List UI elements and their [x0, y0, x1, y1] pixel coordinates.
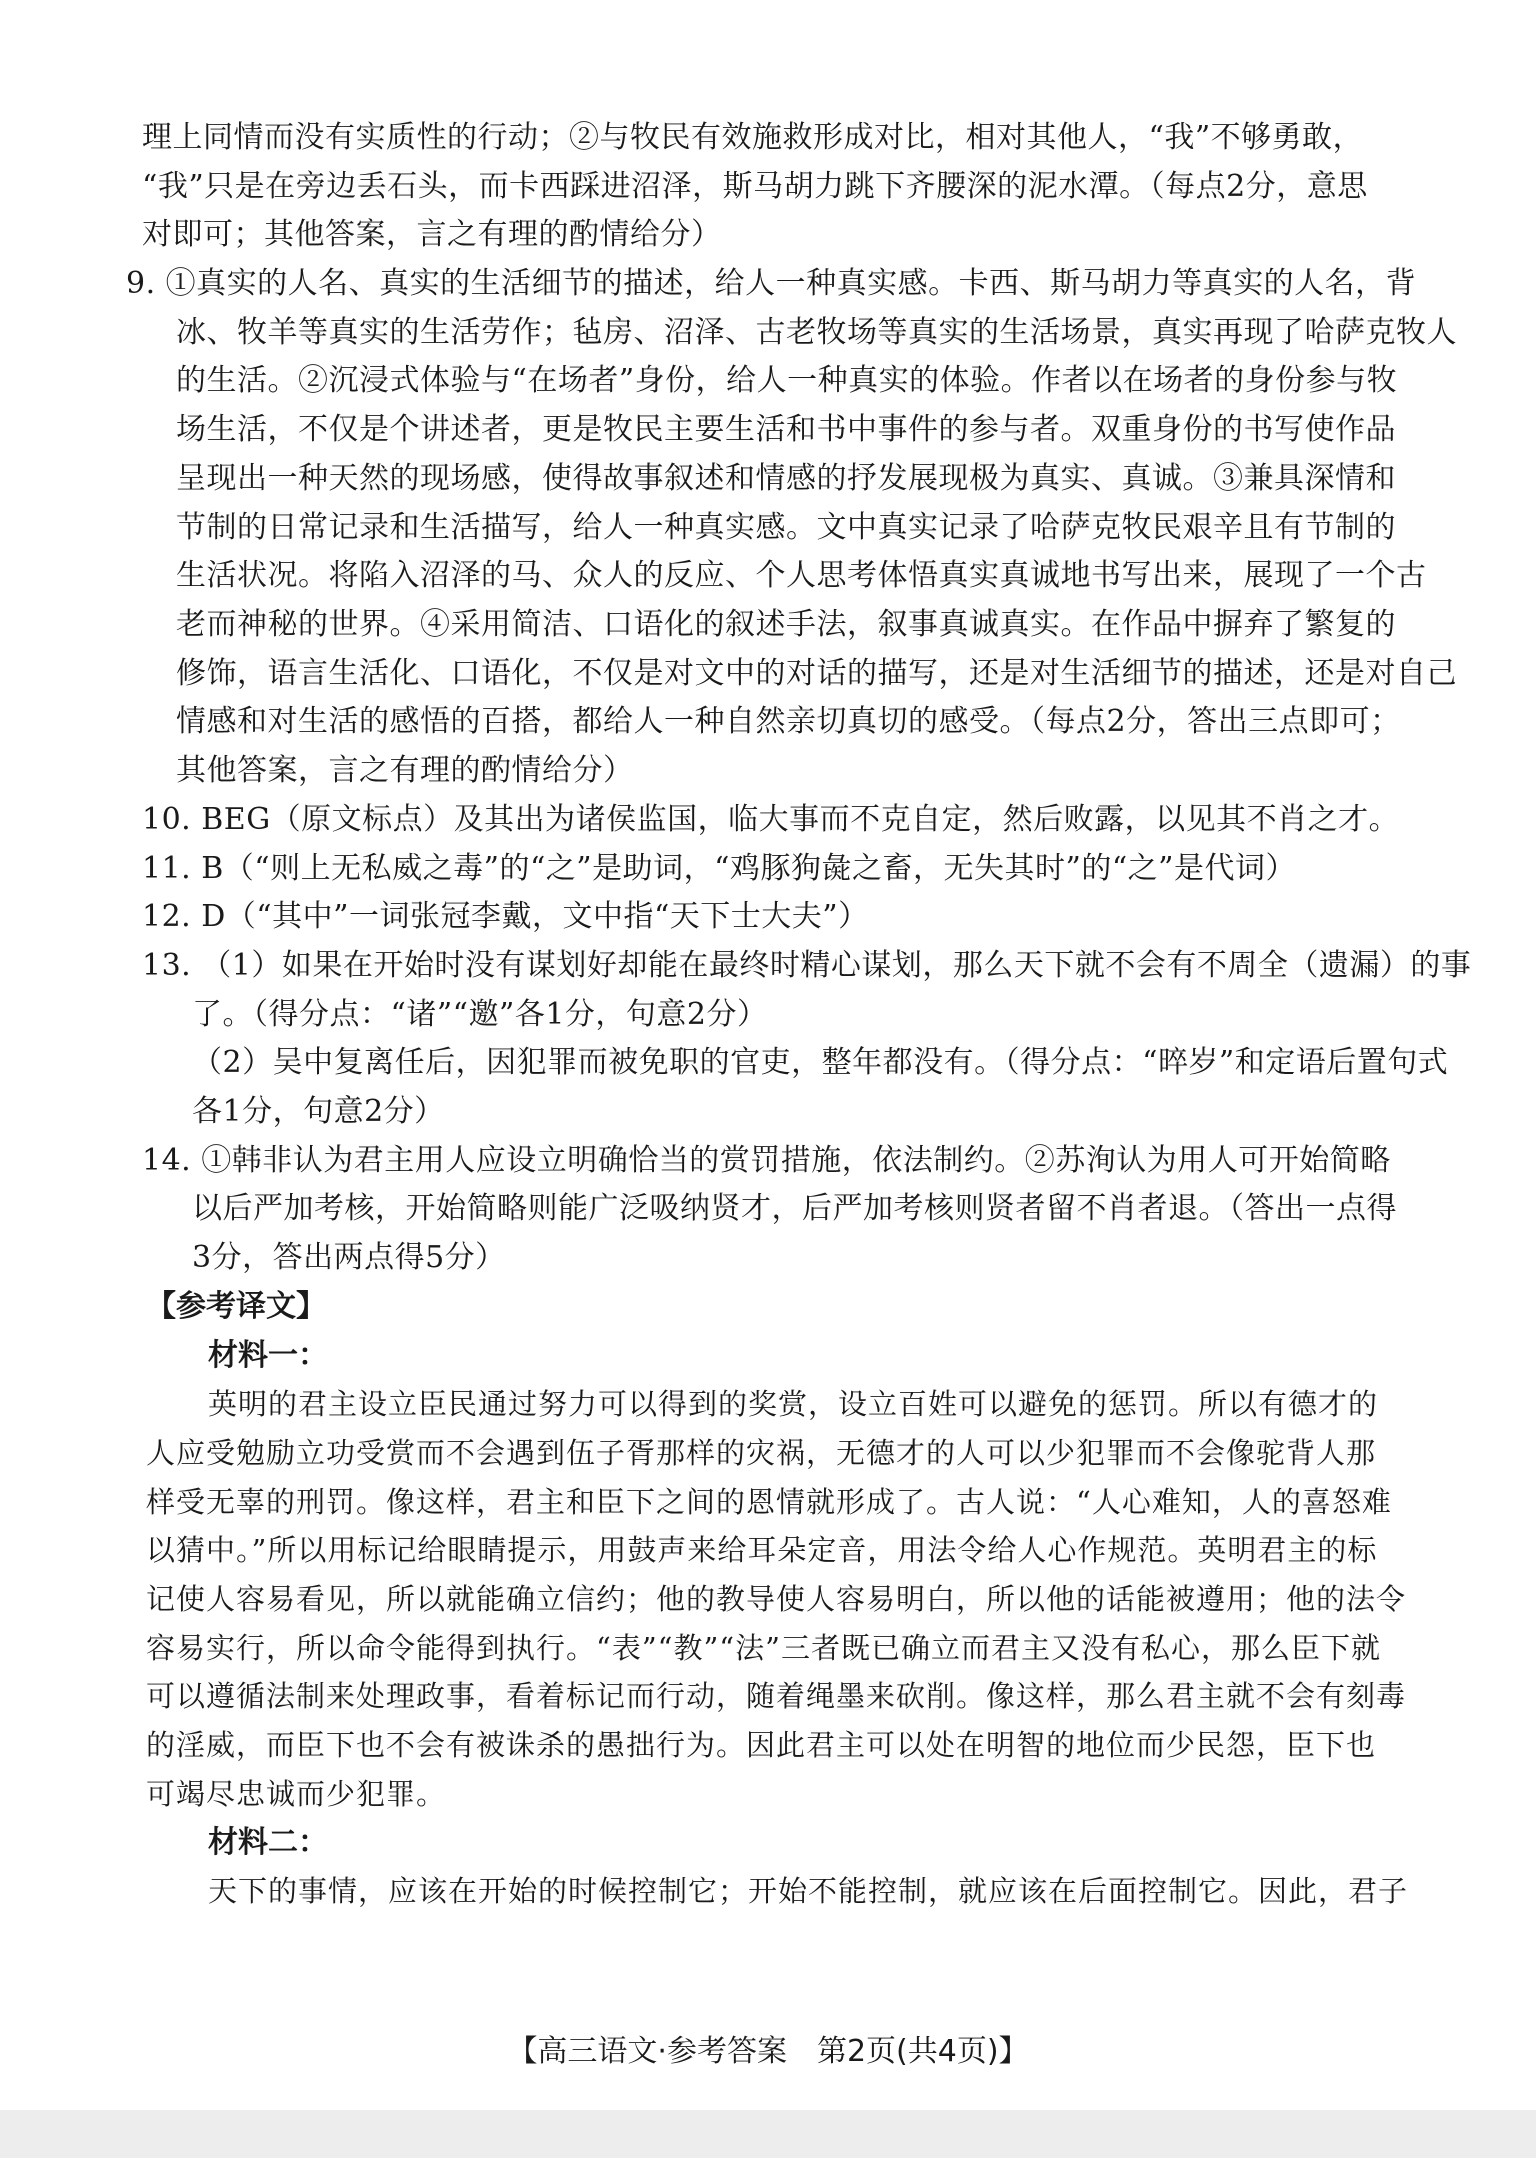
q9-line-4: 场生活，不仅是个讲述者，更是牧民主要生活和书中事件的参与者。双重身份的书写使作品: [176, 412, 1396, 447]
bottom-strip: [0, 2110, 1536, 2158]
q9-line-8: 老而神秘的世界。④采用简洁、口语化的叙述手法，叙事真诚真实。在作品中摒弃了繁复的: [176, 607, 1396, 642]
material2-title: 材料二：: [208, 1825, 328, 1860]
q9-line-11: 其他答案，言之有理的酌情给分）: [176, 753, 634, 788]
material1-line-6: 容易实行，所以命令能得到执行。“表”“教”“法”三者既已确立而君主又没有私心，那么臣下就: [146, 1631, 1381, 1665]
q9-line-3: 的生活。②沉浸式体验与“在场者”身份，给人一种真实的体验。作者以在场者的身份参与牧: [176, 363, 1398, 398]
q9-line-6: 节制的日常记录和生活描写，给人一种真实感。文中真实记录了哈萨克牧民艰辛且有节制的: [176, 510, 1396, 545]
material1-line-7: 可以遵循法制来处理政事，看着标记而行动，随着绳墨来砍削。像这样，那么君主就不会有刻毒: [146, 1679, 1407, 1713]
q8-line-3: 对即可；其他答案，言之有理的酌情给分）: [142, 217, 722, 252]
material2-line-1: 天下的事情，应该在开始的时候控制它；开始不能控制，就应该在后面控制它。因此，君子: [208, 1874, 1409, 1908]
q14-line-3: 3分，答出两点得5分）: [192, 1240, 506, 1275]
material1-line-3: 样受无辜的刑罚。像这样，君主和臣下之间的恩情就形成了。古人说：“人心难知，人的喜怒难: [146, 1485, 1392, 1519]
material1-title: 材料一：: [208, 1338, 328, 1373]
translation-heading: 【参考译文】: [146, 1289, 326, 1324]
material1-line-8: 的淫威，而臣下也不会有被诛杀的愚拙行为。因此君主可以处在明智的地位而少民怨，臣下也: [146, 1728, 1377, 1762]
q13-line-3: （2）吴中复离任后，因犯罪而被免职的官吏，整年都没有。（得分点：“晬岁”和定语后置句式: [192, 1045, 1449, 1080]
material1-line-2: 人应受勉励立功受赏而不会遇到伍子胥那样的灾祸，无德才的人可以少犯罪而不会像驼背人那: [146, 1436, 1377, 1470]
q13-line-2: 了。（得分点：“诸”“邀”各1分，句意2分）: [192, 997, 768, 1032]
q11-answer: 11. B（“则上无私威之毒”的“之”是助词，“鸡豚狗彘之畜，无失其时”的“之”是代词）: [142, 851, 1296, 886]
q9-line-2: 冰、牧羊等真实的生活劳作；毡房、沼泽、古老牧场等真实的生活场景，真实再现了哈萨克牧人: [176, 315, 1457, 350]
material1-line-4: 以猜中。”所以用标记给眼睛提示，用鼓声来给耳朵定音，用法令给人心作规范。英明君主的标: [146, 1533, 1378, 1567]
material1-line-1: 英明的君主设立臣民通过努力可以得到的奖赏，设立百姓可以避免的惩罚。所以有德才的: [208, 1387, 1379, 1421]
material1-line-9: 可竭尽忠诚而少犯罪。: [146, 1777, 447, 1811]
material1-line-5: 记使人容易看见，所以就能确立信约；他的教导使人容易明白，所以他的话能被遵用；他的法令: [146, 1582, 1407, 1616]
page-footer: 【高三语文·参考答案 第2页(共4页)】: [507, 2034, 1029, 2069]
q9-line-7: 生活状况。将陷入沼泽的马、众人的反应、个人思考体悟真实真诚地书写出来，展现了一个古: [176, 558, 1427, 593]
q8-line-2: “我”只是在旁边丢石头，而卡西踩进沼泽，斯马胡力跳下齐腰深的泥水潭。（每点2分，意思: [142, 169, 1368, 204]
q8-line-1: 理上同情而没有实质性的行动；②与牧民有效施救形成对比，相对其他人，“我”不够勇敢，: [142, 120, 1364, 155]
q13-line-1: 13. （1）如果在开始时没有谋划好却能在最终时精心谋划，那么天下就不会有不周全（遗漏）的事: [142, 948, 1472, 983]
q9-line-10: 情感和对生活的感悟的百搭，都给人一种自然亲切真切的感受。（每点2分，答出三点即可；: [176, 704, 1401, 739]
q14-line-1: 14. ①韩非认为君主用人应设立明确恰当的赏罚措施，依法制约。②苏洵认为用人可开始简略: [142, 1143, 1391, 1178]
q12-answer: 12. D（“其中”一词张冠李戴，文中指“天下士大夫”）: [142, 899, 869, 934]
q9-line-9: 修饰，语言生活化、口语化，不仅是对文中的对话的描写，还是对生活细节的描述，还是对自己: [176, 656, 1457, 691]
q9-line-1: 9. ①真实的人名、真实的生活细节的描述，给人一种真实感。卡西、斯马胡力等真实的人名，背: [126, 266, 1417, 301]
q10-answer: 10. BEG（原文标点）及其出为诸侯监国，临大事而不克自定，然后败露，以见其不肖之才。: [142, 802, 1400, 837]
q13-line-4: 各1分，句意2分）: [192, 1094, 445, 1129]
q9-line-5: 呈现出一种天然的现场感，使得故事叙述和情感的抒发展现极为真实、真诚。③兼具深情和: [176, 461, 1396, 496]
q14-line-2: 以后严加考核，开始简略则能广泛吸纳贤才，后严加考核则贤者留不肖者退。（答出一点得: [192, 1191, 1397, 1226]
